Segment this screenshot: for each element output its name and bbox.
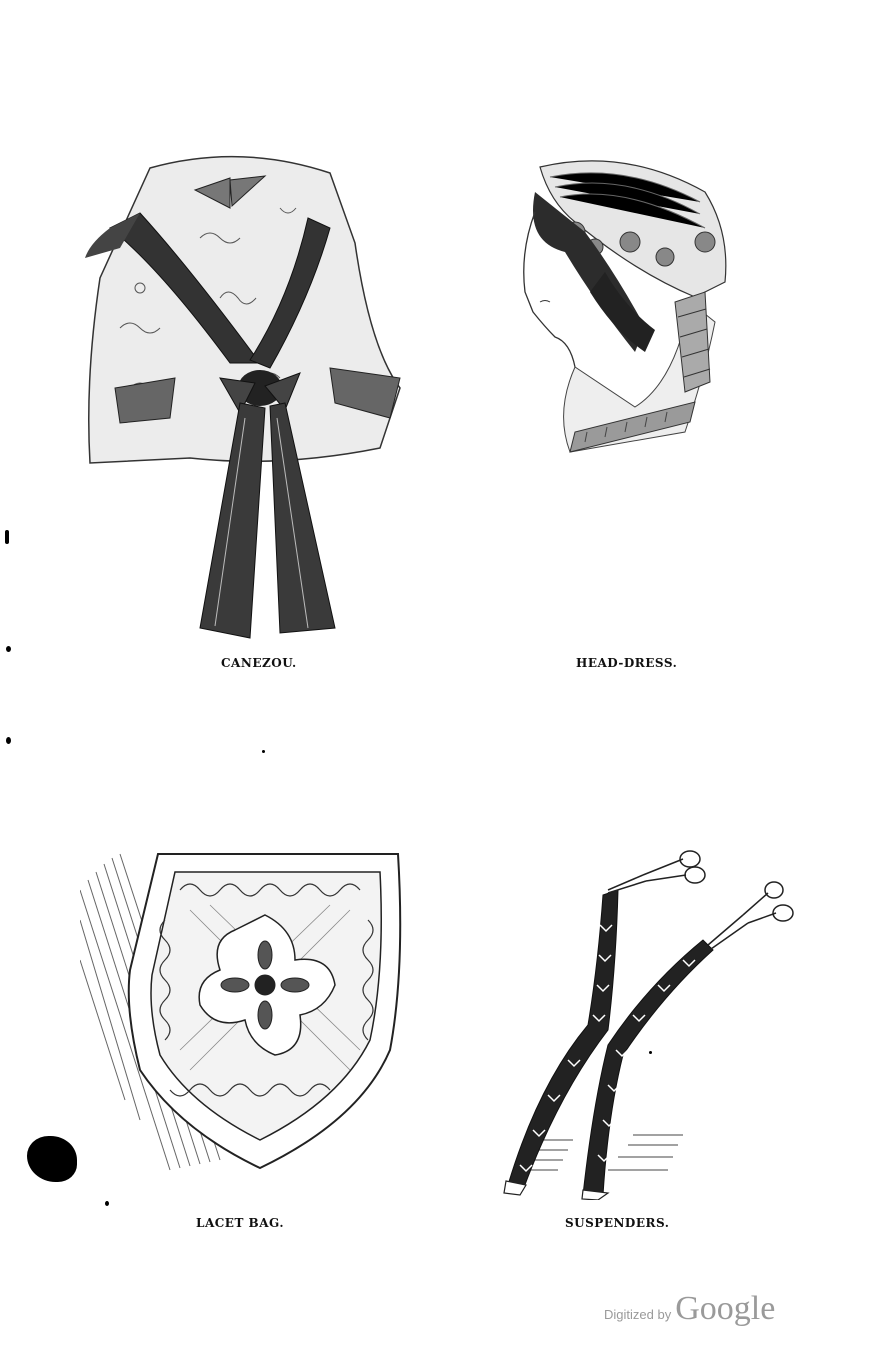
ink-blot: [27, 1136, 77, 1182]
ink-speck: [649, 1051, 652, 1054]
lacet-bag-illustration: [80, 850, 405, 1185]
suspenders-caption: SUSPENDERS.: [565, 1216, 670, 1230]
head-dress-caption: HEAD-DRESS.: [576, 656, 678, 670]
digitized-by-google-watermark: [604, 1290, 775, 1330]
ink-speck: [6, 737, 11, 744]
canezou-caption: CANEZOU.: [221, 656, 297, 670]
watermark-prefix: Digitized by: [604, 1307, 672, 1322]
ink-speck: [262, 750, 265, 753]
google-logo: Google: [675, 1290, 776, 1327]
ink-speck: [6, 646, 11, 652]
head-dress-illustration: [515, 152, 740, 482]
suspenders-illustration: [498, 845, 798, 1200]
canezou-illustration: [80, 148, 410, 648]
lacet-bag-caption: LACET BAG.: [196, 1216, 285, 1230]
ink-speck: [105, 1201, 109, 1206]
ink-speck: [5, 530, 9, 544]
